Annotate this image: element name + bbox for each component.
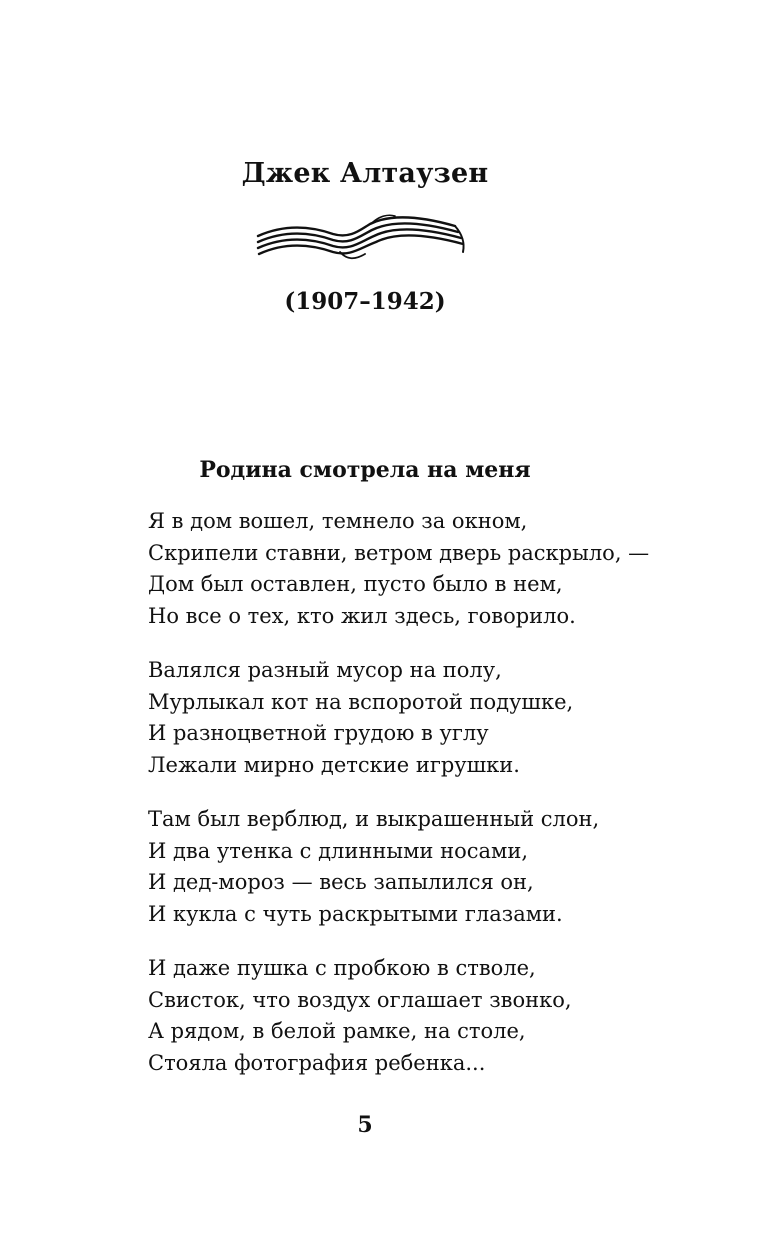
poem-line: И кукла с чуть раскрытыми глазами.: [148, 901, 563, 926]
poem-line: Стояла фотография ребенка...: [148, 1050, 486, 1075]
stanza: [148, 506, 708, 632]
author-name: Джек Алтаузен: [241, 158, 489, 189]
poem-line: И дед-мороз — весь запылился он,: [148, 870, 534, 894]
poem-title: Родина смотрела на меня: [199, 457, 531, 483]
author-years: (1907–1942): [284, 288, 446, 315]
poem-line: Я в дом вошел, темнело за окном,: [148, 509, 528, 533]
poem-line: И даже пушка с пробкою в стволе,: [148, 956, 536, 980]
poem-line: Дом был оставлен, пусто было в нем,: [148, 572, 563, 596]
poem-line: Но все о тех, кто жил здесь, говорило.: [148, 603, 576, 628]
poem-line: Скрипели ставни, ветром дверь раскрыло, —: [148, 540, 650, 565]
poem-line: Лежали мирно детские игрушки.: [148, 752, 520, 777]
poem-line: А рядом, в белой рамке, на столе,: [148, 1019, 526, 1043]
page-number: 5: [357, 1112, 373, 1138]
poem-line: И разноцветной грудою в углу: [148, 721, 489, 745]
poem-line: Свисток, что воздух оглашает звонко,: [148, 987, 572, 1012]
stanza: [148, 953, 708, 1079]
poem-line: И два утенка с длинными носами,: [148, 838, 528, 863]
poem-line: Мурлыкал кот на вспоротой подушке,: [148, 689, 574, 714]
stanza: [148, 804, 708, 930]
poem-body: [148, 506, 708, 1102]
st-george-ribbon-icon: [255, 208, 470, 266]
poem-line: Там был верблюд, и выкрашенный слон,: [148, 807, 600, 831]
poem-line: Валялся разный мусор на полу,: [148, 658, 502, 682]
stanza: [148, 655, 708, 781]
